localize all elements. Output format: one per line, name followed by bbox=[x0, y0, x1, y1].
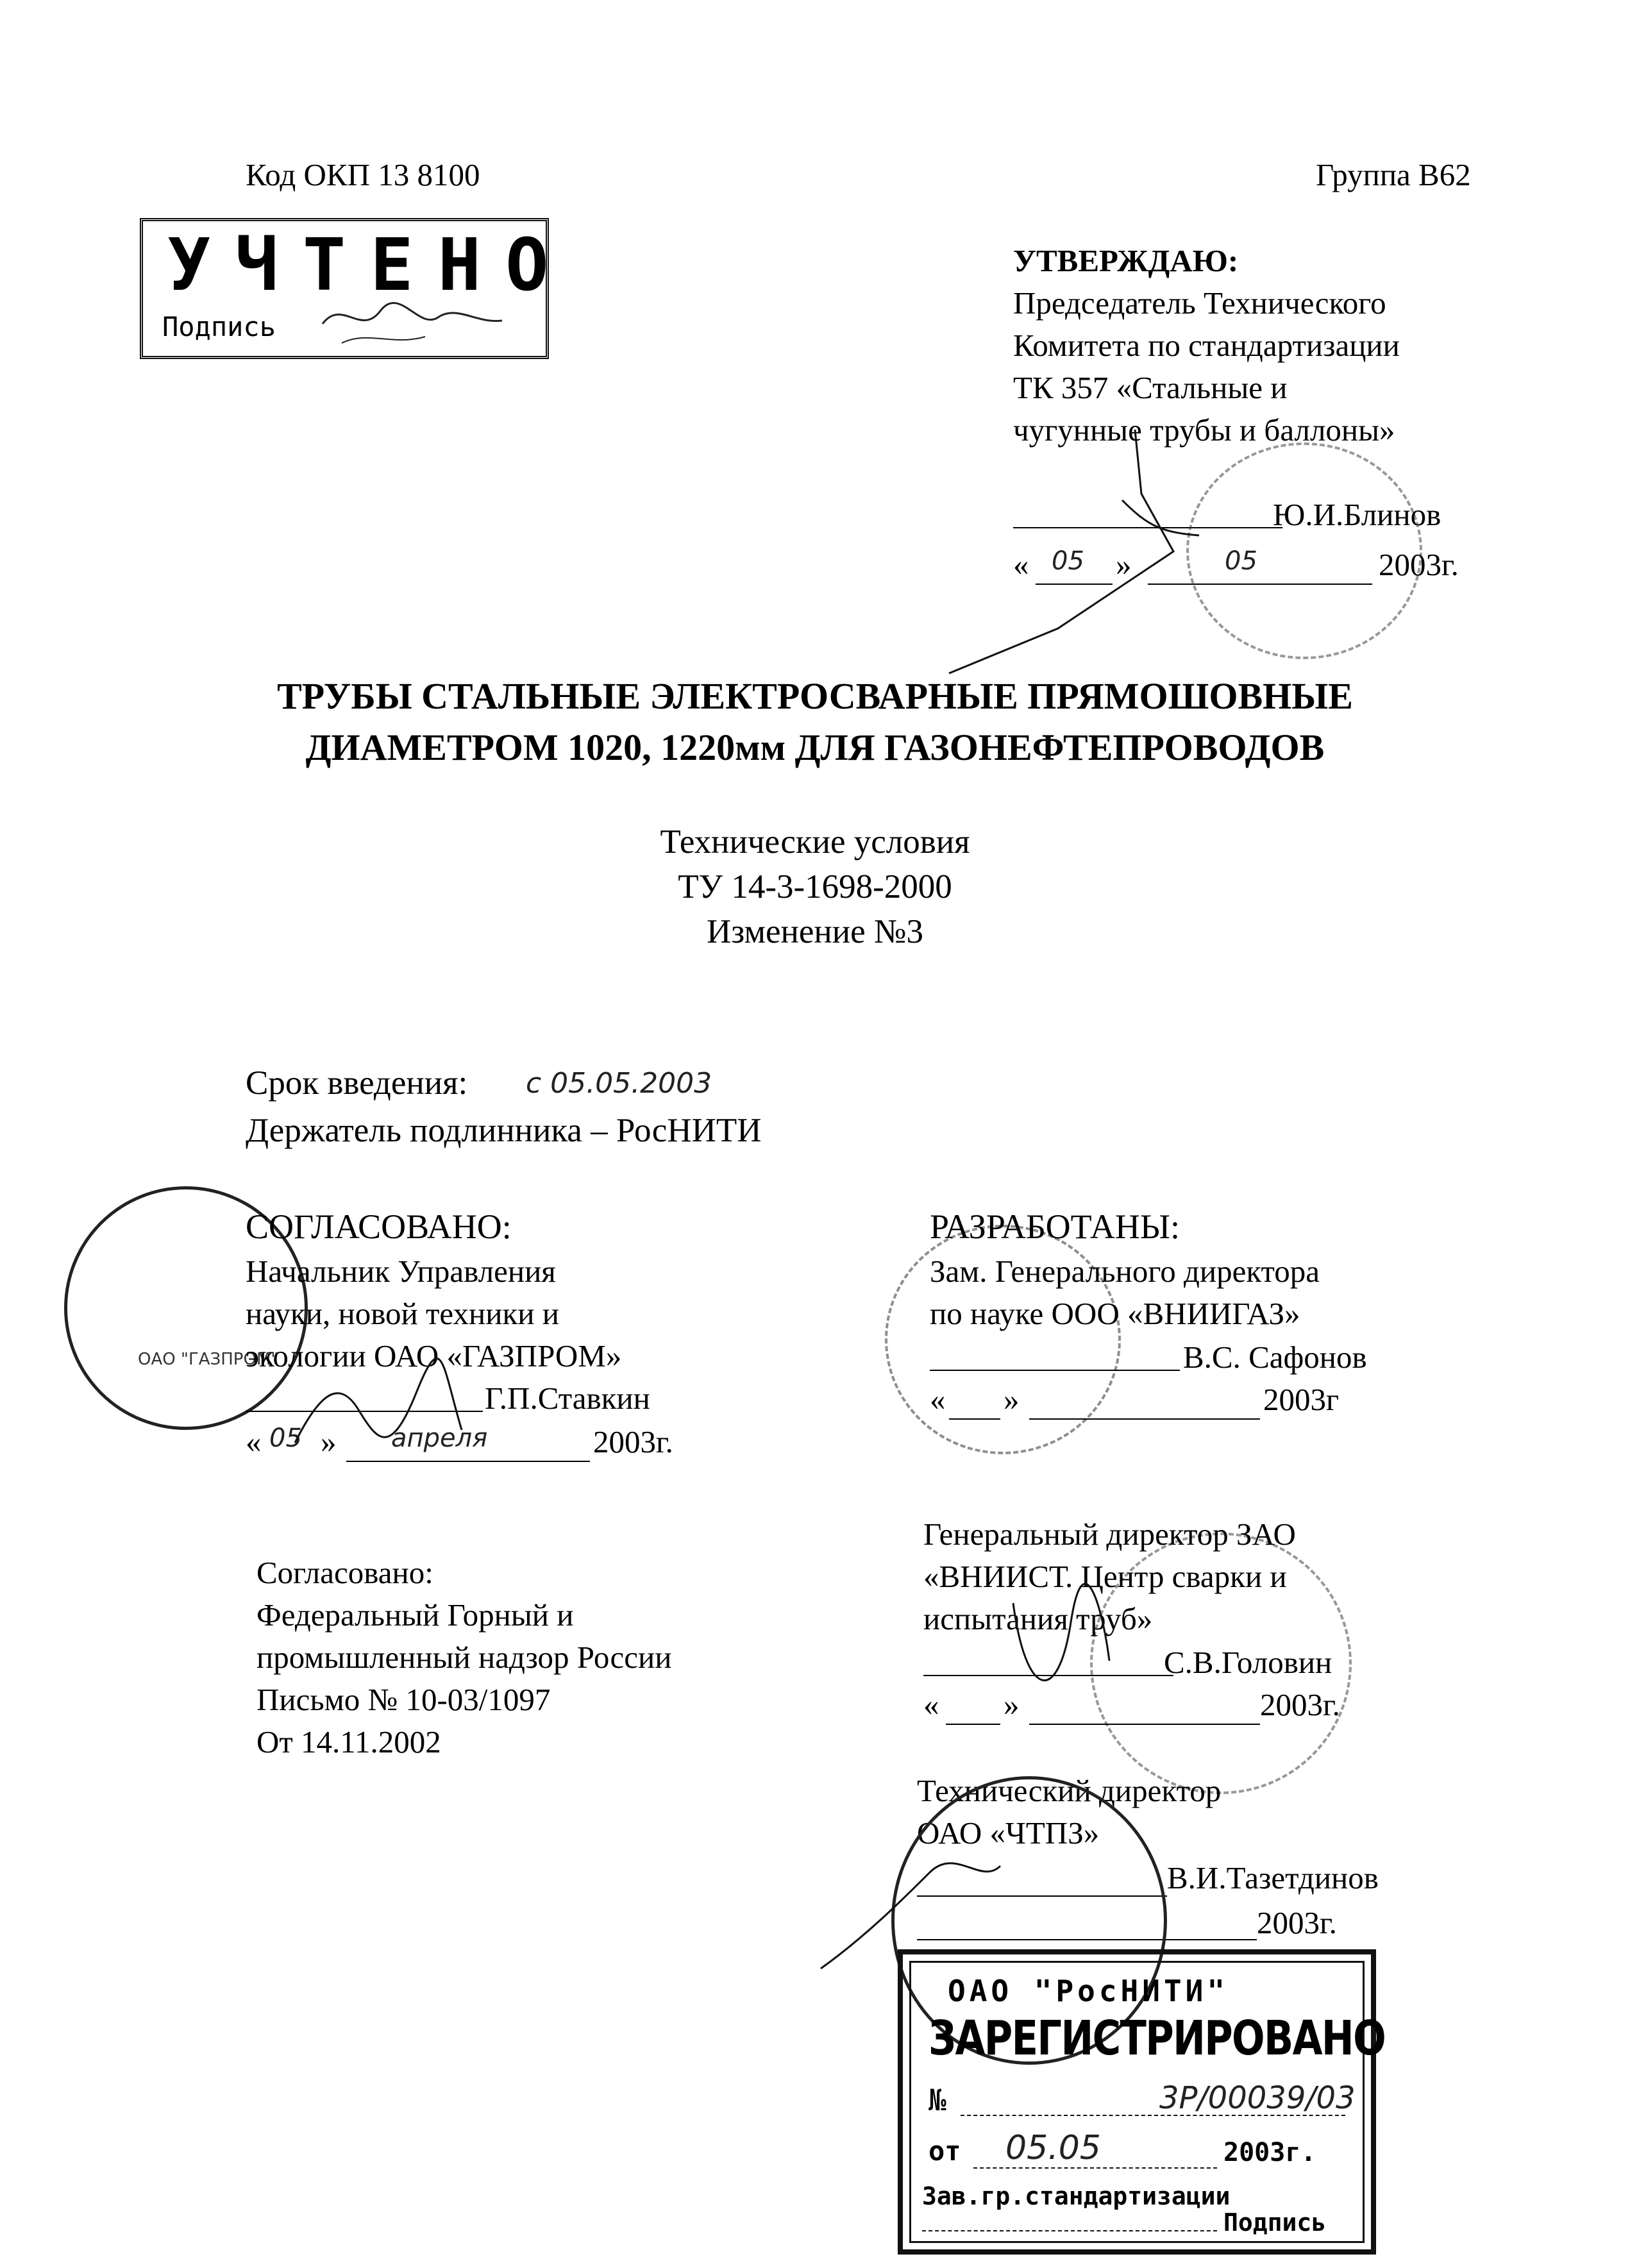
developed-date-year: 2003г bbox=[1263, 1382, 1340, 1417]
approval-line-3: ТК 357 «Стальные и bbox=[1013, 370, 1288, 405]
vniist-day-line bbox=[946, 1724, 1000, 1725]
registration-number-value: 3Р/00039/03 bbox=[1159, 2080, 1356, 2116]
effective-date-value: с 05.05.2003 bbox=[526, 1067, 712, 1100]
approval-date-month: 05 bbox=[1225, 546, 1257, 576]
registration-sign-line bbox=[922, 2230, 1217, 2231]
group-code: Группа В62 bbox=[1316, 157, 1471, 192]
registration-org: ОАО "РосНИТИ" bbox=[948, 1974, 1229, 2008]
approval-seal bbox=[1186, 442, 1422, 659]
vniist-line-3: испытания труб» bbox=[923, 1601, 1153, 1636]
approval-line-4: чугунные трубы и баллоны» bbox=[1013, 412, 1395, 448]
gosgor-line-2: Федеральный Горный и bbox=[256, 1597, 574, 1633]
approval-date-close: » bbox=[1116, 547, 1132, 582]
registration-date-label: от bbox=[928, 2135, 961, 2167]
developed-signature-line bbox=[930, 1370, 1180, 1371]
gosgor-line-4: Письмо № 10-03/1097 bbox=[256, 1682, 551, 1717]
document-title-line-2: ДИАМЕТРОМ 1020, 1220мм ДЛЯ ГАЗОНЕФТЕПРОВОДОВ bbox=[305, 727, 1325, 768]
developed-date-open: « bbox=[930, 1382, 946, 1417]
developed-month-line bbox=[1029, 1418, 1260, 1420]
gazprom-date-close: » bbox=[321, 1424, 337, 1459]
vniist-signature-graphic bbox=[1000, 1584, 1116, 1712]
uchteno-signature-label: Подпись bbox=[162, 311, 276, 342]
registration-number-label: № bbox=[928, 2083, 946, 2117]
chtpz-line-1: Технический директор bbox=[917, 1773, 1222, 1808]
chtpz-date-year: 2003г. bbox=[1257, 1905, 1337, 1940]
approval-line-1: Председатель Технического bbox=[1013, 285, 1386, 321]
registration-sign-label: Подпись bbox=[1223, 2208, 1327, 2237]
developed-date-close: » bbox=[1004, 1382, 1020, 1417]
subtitle-amendment: Изменение №3 bbox=[707, 913, 923, 950]
gazprom-date-month: апреля bbox=[391, 1424, 488, 1453]
approval-line-2: Комитета по стандартизации bbox=[1013, 328, 1400, 363]
vniist-date-open: « bbox=[923, 1687, 939, 1722]
subtitle-spec: Технические условия bbox=[660, 823, 970, 861]
gazprom-line-3: экологии ОАО «ГАЗПРОМ» bbox=[246, 1338, 622, 1373]
approval-heading: УТВЕРЖДАЮ: bbox=[1013, 243, 1239, 278]
vniist-month-line bbox=[1029, 1724, 1260, 1725]
developed-line-1: Зам. Генерального директора bbox=[930, 1254, 1320, 1289]
vniist-name: С.В.Головин bbox=[1164, 1645, 1332, 1680]
okp-code: Код ОКП 13 8100 bbox=[246, 157, 480, 192]
uchteno-signature-graphic bbox=[316, 285, 508, 349]
gazprom-heading: СОГЛАСОВАНО: bbox=[246, 1207, 512, 1246]
vniist-date-close: » bbox=[1004, 1687, 1020, 1722]
chtpz-name: В.И.Тазетдинов bbox=[1167, 1860, 1379, 1895]
approval-date-day: 05 bbox=[1052, 546, 1084, 576]
vniist-date-year: 2003г. bbox=[1260, 1687, 1340, 1722]
developed-name: В.С. Сафонов bbox=[1183, 1340, 1367, 1375]
document-title-line-1: ТРУБЫ СТАЛЬНЫЕ ЭЛЕКТРОСВАРНЫЕ ПРЯМОШОВНЫЕ bbox=[277, 675, 1353, 717]
approval-date-open: « bbox=[1013, 547, 1029, 582]
uchteno-stamp bbox=[140, 218, 573, 359]
gosgor-line-3: промышленный надзор России bbox=[256, 1640, 672, 1675]
subtitle-code: ТУ 14-3-1698-2000 bbox=[678, 868, 952, 905]
gazprom-name: Г.П.Ставкин bbox=[485, 1381, 650, 1416]
developed-line-2: по науке ООО «ВНИИГАЗ» bbox=[930, 1296, 1300, 1331]
gazprom-line-1: Начальник Управления bbox=[246, 1254, 556, 1289]
uchteno-word: УЧТЕНО bbox=[167, 224, 573, 307]
gosgor-line-1: Согласовано: bbox=[256, 1555, 433, 1590]
registration-date-year: 2003г. bbox=[1223, 2138, 1316, 2167]
approval-signature-graphic bbox=[930, 423, 1218, 680]
gazprom-line-2: науки, новой техники и bbox=[246, 1296, 559, 1331]
registration-department: Зав.гр.стандартизации bbox=[922, 2182, 1231, 2210]
registration-date-value: 05.05 bbox=[1005, 2129, 1101, 2167]
original-holder: Держатель подлинника – РосНИТИ bbox=[246, 1112, 762, 1149]
vniist-line-1: Генеральный директор ЗАО bbox=[923, 1516, 1296, 1552]
developed-heading: РАЗРАБОТАНЫ: bbox=[930, 1207, 1180, 1246]
gosgor-line-5: От 14.11.2002 bbox=[256, 1724, 441, 1760]
gazprom-date-open: « bbox=[246, 1424, 262, 1459]
vniist-line-2: «ВНИИСТ. Центр сварки и bbox=[923, 1559, 1287, 1594]
gazprom-signature-graphic bbox=[282, 1353, 475, 1481]
chtpz-line-2: ОАО «ЧТПЗ» bbox=[917, 1815, 1100, 1851]
registration-stamp bbox=[898, 1949, 1386, 2255]
registration-status: ЗАРЕГИСТРИРОВАНО bbox=[928, 2011, 1386, 2066]
gazprom-seal-text: ОАО "ГАЗПРОМ" bbox=[138, 1350, 279, 1369]
registration-date-line bbox=[973, 2167, 1217, 2169]
effective-date-label: Срок введения: bbox=[246, 1064, 468, 1102]
approval-name: Ю.И.Блинов bbox=[1273, 497, 1441, 532]
approval-date-year: 2003г. bbox=[1379, 547, 1459, 582]
gazprom-date-day: 05 bbox=[269, 1424, 302, 1453]
developed-day-line bbox=[949, 1418, 1000, 1420]
gazprom-date-year: 2003г. bbox=[593, 1424, 673, 1459]
